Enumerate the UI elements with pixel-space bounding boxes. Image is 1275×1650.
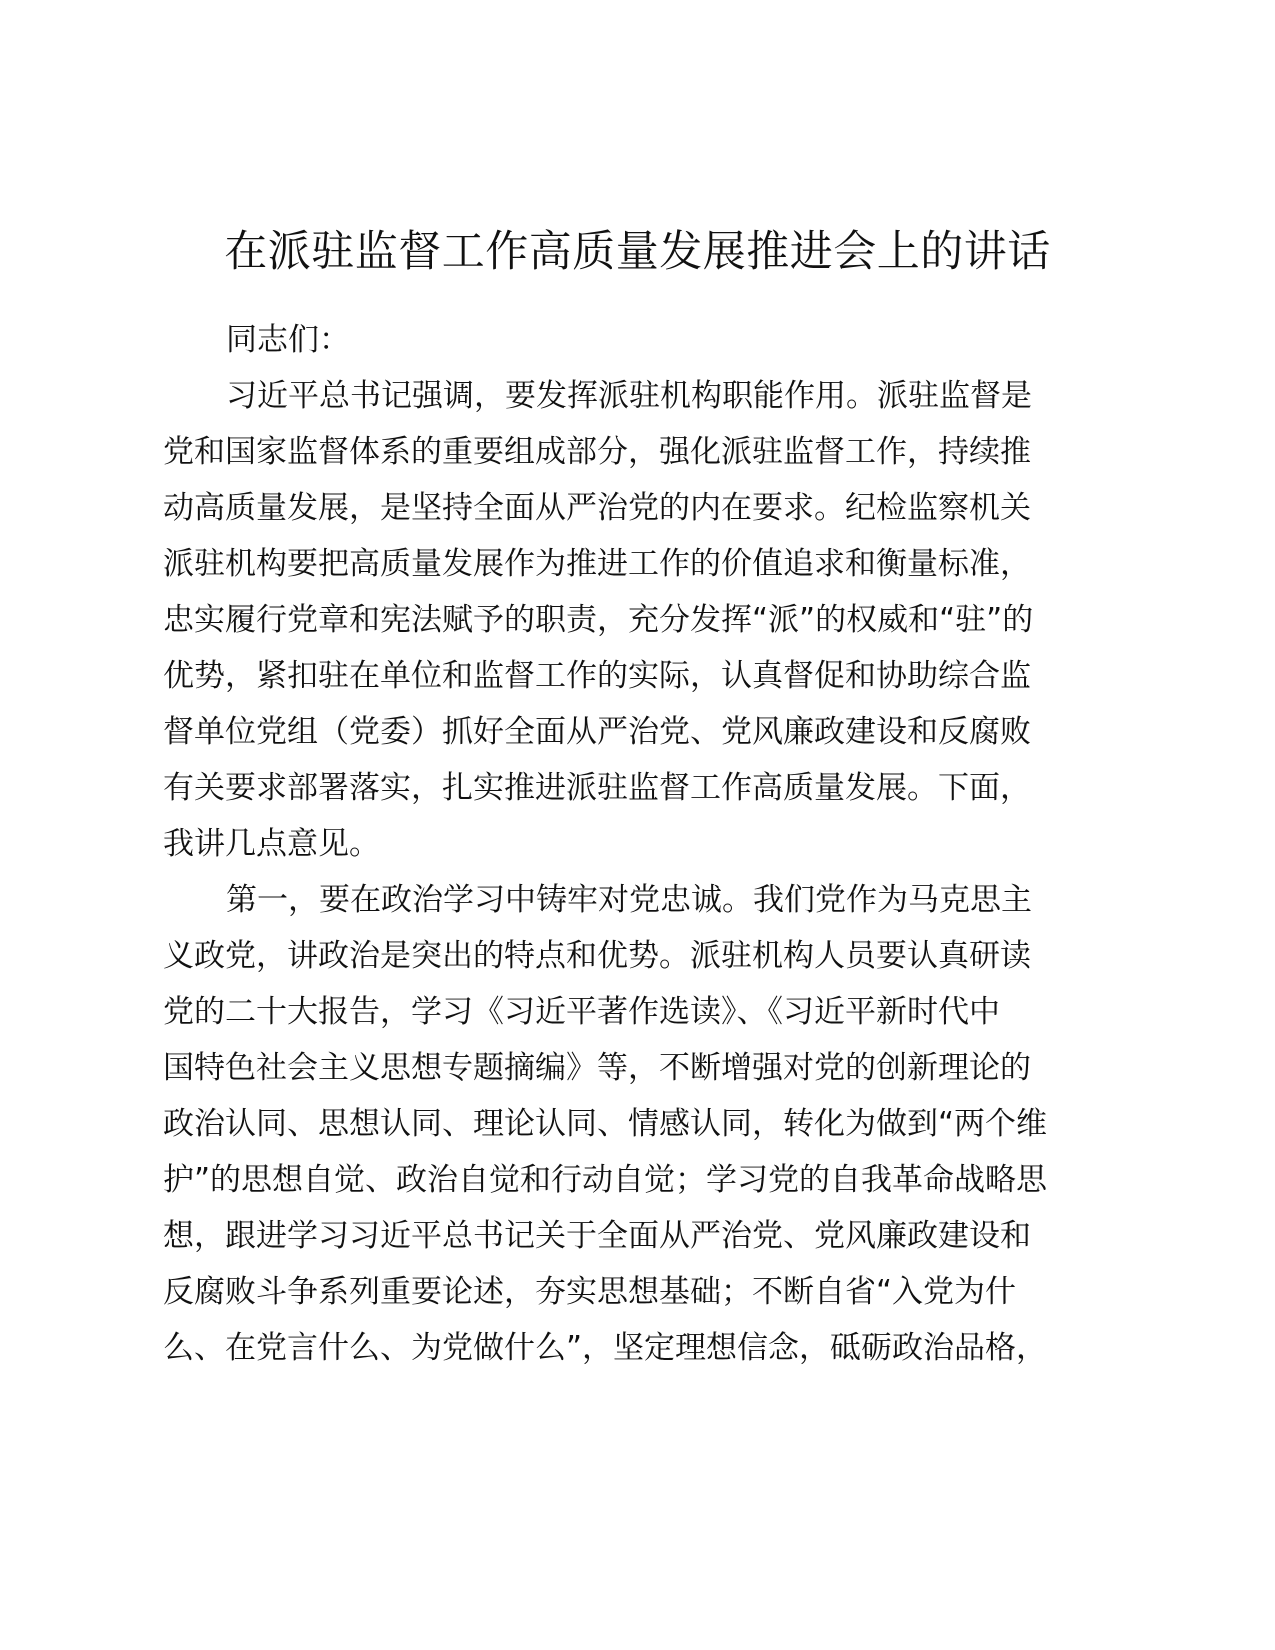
text-line: 义政党，讲政治是突出的特点和优势。派驻机构人员要认真研读: [163, 938, 1031, 974]
text-line: 习近平总书记强调，要发挥派驻机构职能作用。派驻监督是: [226, 378, 1032, 414]
document-title: 在派驻监督工作高质量发展推进会上的讲话: [224, 227, 1051, 277]
text-line: 党和国家监督体系的重要组成部分，强化派驻监督工作，持续推: [163, 434, 1031, 470]
text-line: 督单位党组（党委）抓好全面从严治党、党风廉政建设和反腐败: [163, 714, 1031, 750]
text-line: 么、在党言什么、为党做什么”，坚定理想信念，砥砺政治品格，: [163, 1330, 1048, 1366]
text-line: 国特色社会主义思想专题摘编》等，不断增强对党的创新理论的: [163, 1050, 1031, 1086]
text-line: 第一，要在政治学习中铸牢对党忠诚。我们党作为马克思主: [226, 882, 1032, 918]
text-line: 想，跟进学习习近平总书记关于全面从严治党、党风廉政建设和: [163, 1218, 1031, 1254]
document-body: [163, 312, 1113, 1376]
text-line: 派驻机构要把高质量发展作为推进工作的价值追求和衡量标准，: [163, 546, 1031, 582]
text-line: 忠实履行党章和宪法赋予的职责，充分发挥“派”的权威和“驻”的: [163, 602, 1034, 638]
text-line: 同志们：: [226, 322, 350, 358]
text-line: 政治认同、思想认同、理论认同、情感认同，转化为做到“两个维: [163, 1106, 1048, 1142]
text-line: 护”的思想自觉、政治自觉和行动自觉；学习党的自我革命战略思: [163, 1162, 1048, 1198]
text-line: 党的二十大报告，学习《习近平著作选读》、《习近平新时代中: [163, 994, 1000, 1030]
text-line: 反腐败斗争系列重要论述，夯实思想基础；不断自省“入党为什: [163, 1274, 1017, 1310]
text-line: 动高质量发展，是坚持全面从严治党的内在要求。纪检监察机关: [163, 490, 1031, 526]
text-line: 我讲几点意见。: [163, 826, 380, 862]
text-line: 优势，紧扣驻在单位和监督工作的实际，认真督促和协助综合监: [163, 658, 1031, 694]
text-line: 有关要求部署落实，扎实推进派驻监督工作高质量发展。下面，: [163, 770, 1031, 806]
